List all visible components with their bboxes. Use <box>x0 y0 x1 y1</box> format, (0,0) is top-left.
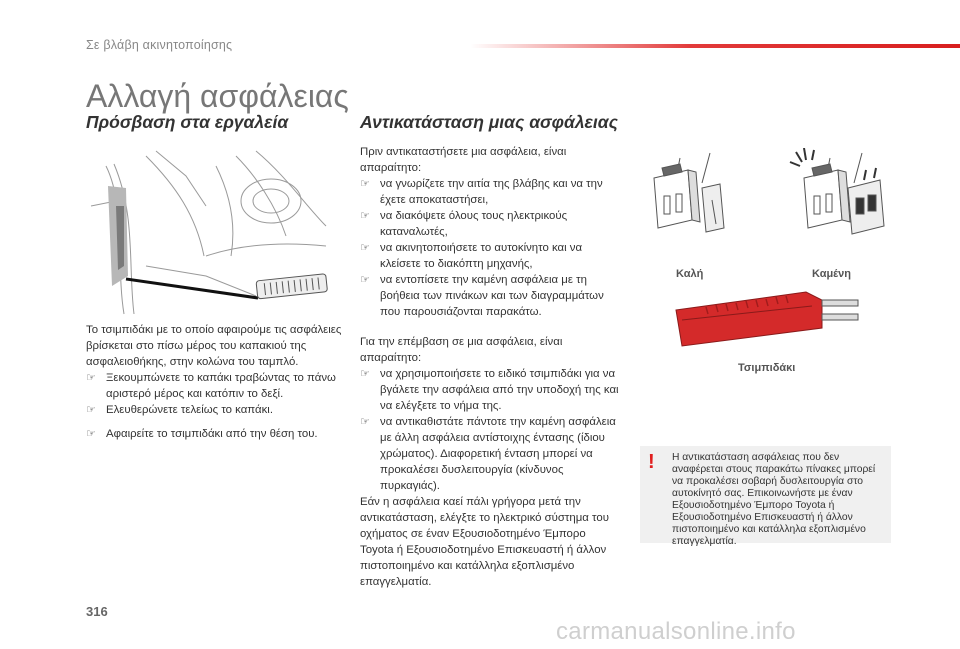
replace-precheck-4: ☞ να εντοπίσετε την καμένη ασφάλεια με τη βοήθεια των πινάκων και των διαγραμμάτων που παρουσιάζονται παρακάτω. <box>360 272 622 320</box>
warning-text: Η αντικατάσταση ασφάλειας που δεν αναφέρεται στους παρακάτω πίνακες μπορεί να προκαλέσει σοβαρή δυσλειτουργία στο αυτοκίνητό σας. Επικοινωνήστε με έναν Εξουσιοδοτημένο Έμπορο Toyota ή Εξουσιοδοτημένο Επισκευαστή ή άλλον πιστοποιημένο και κατάλληλα εξοπλισμένο επαγγελματία. <box>672 452 876 547</box>
tool-access-intro: Το τσιμπιδάκι με το οποίο αφαιρούμε τις ασφάλειες βρίσκεται στο πίσω μέρος του καπακιού της ασφαλειοθήκης, στην κολώνα του ταμπλό. <box>86 324 342 368</box>
tweezers-illustration <box>672 290 868 352</box>
tool-access-text <box>86 322 348 442</box>
replace-precheck-3: ☞ να ακινητοποιήσετε το αυτοκίνητο και να κλείσετε το διακόπτη μηχανής, <box>360 240 622 272</box>
replace-precheck-1: ☞ να γνωρίζετε την αιτία της βλάβης και να την έχετε αποκαταστήσει, <box>360 176 622 208</box>
warning-icon: ! <box>648 451 655 473</box>
section-title: Σε βλάβη ακινητοποίησης <box>86 38 233 52</box>
replace-precheck-2: ☞ να διακόψετε όλους τους ηλεκτρικούς καταναλωτές, <box>360 208 622 240</box>
warning-box <box>640 446 891 547</box>
tool-access-step-3: ☞ Αφαιρείτε το τσιμπιδάκι από την θέση του. <box>86 426 348 442</box>
heading-replace-fuse: Αντικατάσταση μιας ασφάλειας <box>360 112 618 132</box>
page-title: Αλλαγή ασφάλειας <box>86 78 349 114</box>
blown-fuse-label: Καμένη <box>812 268 851 280</box>
tweezers-label: Τσιμπιδάκι <box>738 362 796 374</box>
blown-fuse-icon <box>790 148 884 234</box>
tool-access-step-1: ☞ Ξεκουμπώνετε το καπάκι τραβώντας το πάνω αριστερό μέρος και κατόπιν το δεξί. <box>86 370 348 402</box>
replace-outro: Εάν η ασφάλεια καεί πάλι γρήγορα μετά την αντικατάσταση, ελέγξτε το ηλεκτρικό σύστημα του οχήματος σε έναν Εξουσιοδοτημένο Έμπορο Toyota ή Εξουσιοδοτημένο Επισκευαστή ή άλλον πιστοποιημένο και κατάλληλα εξοπλισμένο επαγγελματία. <box>360 496 609 588</box>
fusebox-cover-illustration <box>86 146 336 316</box>
good-fuse-label: Καλή <box>676 268 704 280</box>
replace-step-1: ☞ να χρησιμοποιήσετε το ειδικό τσιμπιδάκι για να βγάλετε την ασφάλεια από την υποδοχή της και να ελέγξετε το νήμα της. <box>360 366 622 414</box>
watermark: carmanualsonline.info <box>556 618 796 645</box>
fuse-comparison-illustration <box>640 148 890 256</box>
tool-access-step-2: ☞ Ελευθερώνετε τελείως το καπάκι. <box>86 402 348 418</box>
tweezers-icon <box>676 292 858 346</box>
page-number: 316 <box>86 604 108 619</box>
heading-tool-access: Πρόσβαση στα εργαλεία <box>86 112 289 132</box>
header-accent-bar <box>470 44 960 48</box>
replace-intro-1: Πριν αντικαταστήσετε μια ασφάλεια, είναι απαραίτητο: <box>360 146 567 174</box>
replace-step-2: ☞ να αντικαθιστάτε πάντοτε την καμένη ασφάλεια με άλλη ασφάλεια αντίστοιχης έντασης (ίδιου χρώματος). Διαφορετική ένταση μπορεί να προκαλέσει δυσλειτουργία (κίνδυνος πυρκαγιάς). <box>360 414 622 494</box>
replace-intro-2: Για την επέμβαση σε μια ασφάλεια, είναι απαραίτητο: <box>360 336 563 364</box>
replace-fuse-text <box>360 144 622 590</box>
good-fuse-icon <box>654 153 724 232</box>
